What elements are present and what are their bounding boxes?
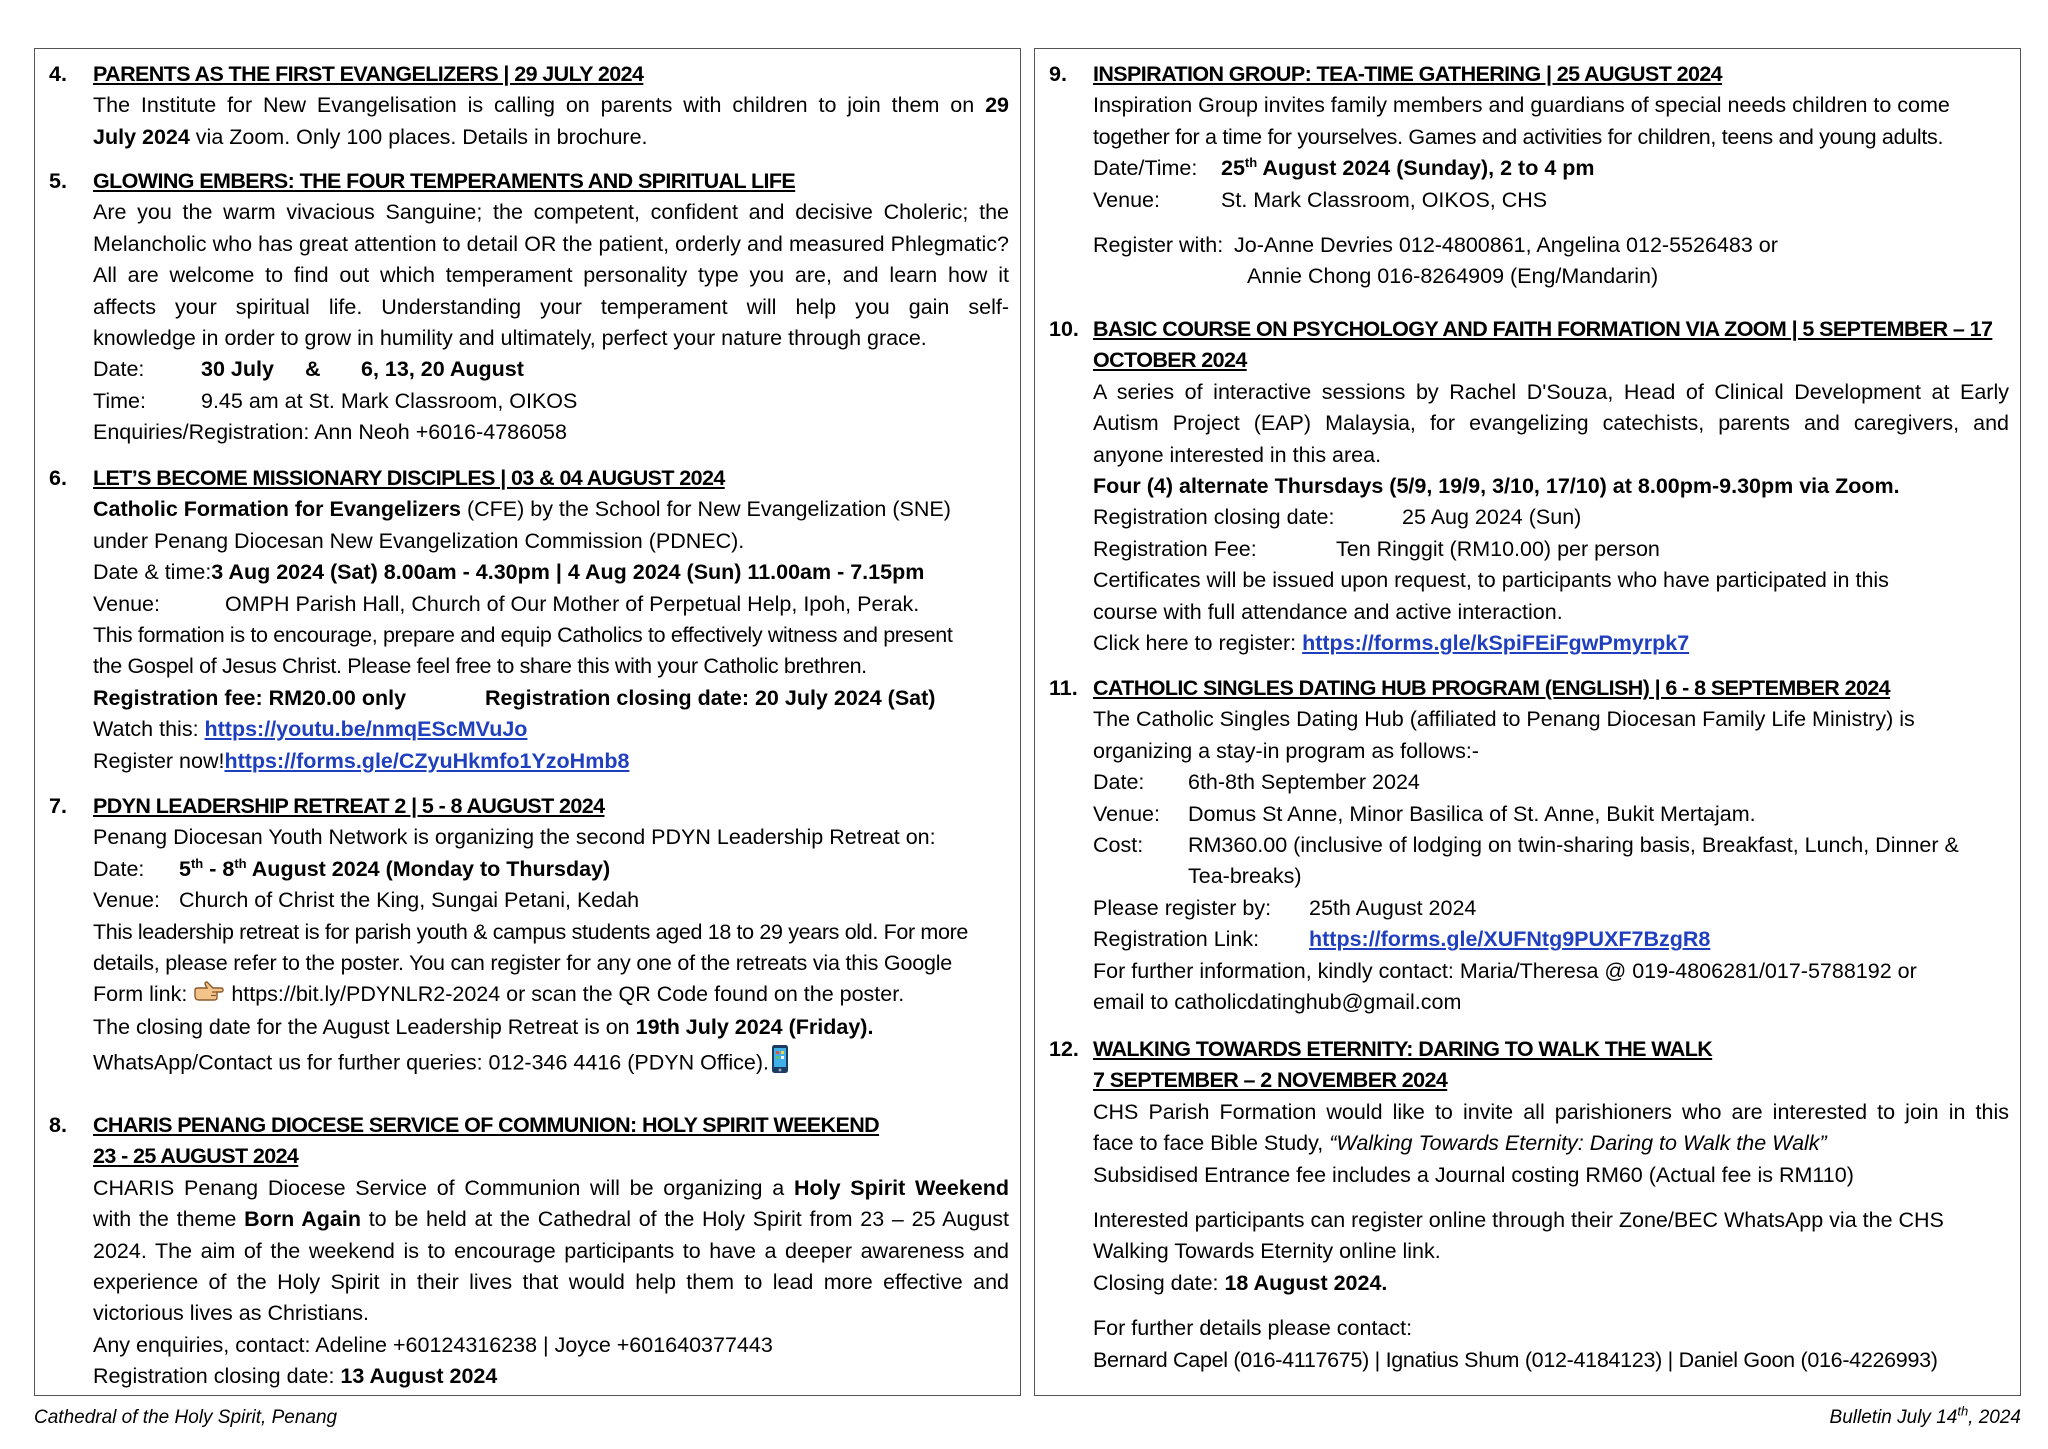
- section-text: For further details please contact:: [1093, 1316, 1413, 1341]
- date-time-line: Date & time:3 Aug 2024 (Sat) 8.00am - 4.30pm | 4 Aug 2024 (Sun) 11.00am - 7.15pm: [93, 560, 925, 585]
- section-number: 8.: [49, 1113, 67, 1137]
- register-line: Annie Chong 016-8264909 (Eng/Mandarin): [1247, 264, 1659, 289]
- section-text: together for a time for yourselves. Games and activities for children, teens and young adults.: [1093, 124, 1944, 149]
- date-line: Date: 6th-8th September 2024: [1093, 770, 1420, 795]
- enquiry-line: Enquiries/Registration: Ann Neoh +6016-4786058: [93, 420, 567, 445]
- section-title: OCTOBER 2024: [1093, 348, 1247, 373]
- register-line: Register with: Jo-Anne Devries 012-4800861, Angelina 012-5526483 or: [1093, 233, 1778, 258]
- section-number: 6.: [49, 466, 67, 490]
- section-text: For further information, kindly contact: Maria/Theresa @ 019-4806281/017-5788192 or: [1093, 958, 1917, 983]
- section-title: BASIC COURSE ON PSYCHOLOGY AND FAITH FORMATION VIA ZOOM | 5 SEPTEMBER – 17: [1093, 317, 1993, 341]
- section-text: Catholic Formation for Evangelizers (CFE) by the School for New Evangelization (SNE): [93, 497, 951, 522]
- date-line: Date: 30 July & 6, 13, 20 August: [93, 357, 524, 382]
- section-11: [1049, 673, 2009, 1018]
- section-text: WhatsApp/Contact us for further queries: 012-346 4416 (PDYN Office).: [93, 1044, 1009, 1077]
- section-text: July 2024 via Zoom. Only 100 places. Details in brochure.: [93, 124, 648, 149]
- section-5: [49, 166, 1009, 449]
- section-number: 5.: [49, 169, 67, 193]
- section-text: course with full attendance and active interaction.: [1093, 599, 1563, 624]
- section-text: Inspiration Group invites family members and guardians of special needs children to come: [1093, 93, 1950, 118]
- section-text: 2024. The aim of the weekend is to encourage participants to have a deeper awareness and: [93, 1238, 1009, 1263]
- section-text: knowledge in order to grow in humility and ultimately, perfect your nature through grace.: [93, 326, 927, 351]
- section-title: LET’S BECOME MISSIONARY DISCIPLES | 03 & 04 AUGUST 2024: [93, 466, 725, 490]
- register-line: Click here to register: https://forms.gle/kSpiFEiFgwPmyrpk7: [1093, 631, 1690, 656]
- section-number: 9.: [1049, 62, 1067, 86]
- section-title: GLOWING EMBERS: THE FOUR TEMPERAMENTS AND SPIRITUAL LIFE: [93, 169, 796, 193]
- section-text: The closing date for the August Leadership Retreat is on 19th July 2024 (Friday).: [93, 1015, 874, 1040]
- section-title: 7 SEPTEMBER – 2 NOVEMBER 2024: [1093, 1068, 1448, 1093]
- contact-line: Bernard Capel (016-4117675) | Ignatius Shum (012-4184123) | Daniel Goon (016-4226993): [1093, 1347, 1938, 1372]
- mobile-phone-icon: [769, 1044, 791, 1083]
- section-text: experience of the Holy Spirit in their lives that would help them to lead more effective and: [93, 1270, 1009, 1295]
- fee-line: Registration fee: RM20.00 only Registration closing date: 20 July 2024 (Sat): [93, 685, 936, 710]
- section-text: Autism Project (EAP) Malaysia, for evangelizing catechists, parents and caregivers, and: [1093, 411, 2009, 436]
- register-by-line: Please register by: 25th August 2024: [1093, 895, 1477, 920]
- section-4: [49, 59, 1009, 153]
- time-line: Time: 9.45 am at St. Mark Classroom, OIKOS: [93, 388, 578, 413]
- section-number: 4.: [49, 62, 67, 86]
- section-text: Form link: https://bit.ly/PDYNLR2-2024 or scan the QR Code found on the poster.: [93, 979, 1009, 1012]
- section-text: Registration closing date: 13 August 2024: [93, 1364, 498, 1389]
- section-text: under Penang Diocesan New Evangelization Commission (PDNEC).: [93, 528, 745, 553]
- section-title: 23 - 25 AUGUST 2024: [93, 1144, 299, 1169]
- date-time-line: Date/Time: 25th August 2024 (Sunday), 2 to 4 pm: [1093, 155, 1595, 181]
- section-number: 11.: [1049, 676, 1078, 700]
- section-number: 12.: [1049, 1037, 1079, 1061]
- section-number: 10.: [1049, 317, 1079, 341]
- section-text: Any enquiries, contact: Adeline +60124316238 | Joyce +601640377443: [93, 1332, 773, 1357]
- section-text: The Catholic Singles Dating Hub (affiliated to Penang Diocesan Family Life Ministry) is: [1093, 707, 1915, 732]
- section-title: INSPIRATION GROUP: TEA-TIME GATHERING | 25 AUGUST 2024: [1093, 62, 1723, 86]
- section-title: PDYN LEADERSHIP RETREAT 2 | 5 - 8 AUGUST 2024: [93, 794, 605, 818]
- cost-line: Cost: RM360.00 (inclusive of lodging on twin-sharing basis, Breakfast, Lunch, Dinner &: [1093, 833, 1959, 858]
- section-text: This leadership retreat is for parish youth & campus students aged 18 to 29 years old. For more: [93, 919, 968, 944]
- section-text: Walking Towards Eternity online link.: [1093, 1239, 1441, 1264]
- venue-line: Venue: OMPH Parish Hall, Church of Our Mother of Perpetual Help, Ipoh, Perak.: [93, 591, 920, 616]
- venue-line: Venue: Domus St Anne, Minor Basilica of St. Anne, Bukit Mertajam.: [1093, 801, 1756, 826]
- pointing-hand-icon: [193, 980, 225, 1011]
- section-7: [49, 791, 1009, 1077]
- section-text: All are welcome to find out which temperament personality type you are, and learn how it: [93, 263, 1009, 288]
- section-text: CHS Parish Formation would like to invite all parishioners who are interested to join in this: [1093, 1099, 2009, 1124]
- section-title: CATHOLIC SINGLES DATING HUB PROGRAM (ENGLISH) | 6 - 8 SEPTEMBER 2024: [1093, 676, 1891, 700]
- venue-line: Venue: St. Mark Classroom, OIKOS, CHS: [1093, 187, 1548, 212]
- section-title: PARENTS AS THE FIRST EVANGELIZERS | 29 JULY 2024: [93, 62, 644, 86]
- schedule-line: Four (4) alternate Thursdays (5/9, 19/9, 3/10, 17/10) at 8.00pm-9.30pm via Zoom.: [1093, 474, 1900, 499]
- section-text: Certificates will be issued upon request, to participants who have participated in this: [1093, 568, 1889, 593]
- section-text: Interested participants can register online through their Zone/BEC WhatsApp via the CHS: [1093, 1208, 1944, 1233]
- section-10: [1049, 314, 2009, 659]
- section-9: [1049, 59, 2009, 293]
- section-text: the Gospel of Jesus Christ. Please feel free to share this with your Catholic brethren.: [93, 654, 867, 679]
- closing-line: Registration closing date: 25 Aug 2024 (Sun): [1093, 505, 1582, 530]
- section-text: anyone interested in this area.: [1093, 442, 1382, 467]
- closing-line: Closing date: 18 August 2024.: [1093, 1270, 1388, 1295]
- section-text: email to catholicdatinghub@gmail.com: [1093, 990, 1462, 1015]
- right-column: [1034, 48, 2021, 1396]
- section-text: A series of interactive sessions by Rachel D'Souza, Head of Clinical Development at Early: [1093, 379, 2009, 404]
- section-text: This formation is to encourage, prepare and equip Catholics to effectively witness and present: [93, 623, 953, 648]
- section-text: victorious lives as Christians.: [93, 1301, 370, 1326]
- footer-left: Cathedral of the Holy Spirit, Penang: [34, 1407, 338, 1428]
- date-line: Date: 5th - 8th August 2024 (Monday to Thursday): [93, 855, 611, 881]
- section-text: The Institute for New Evangelisation is calling on parents with children to join them on 29: [93, 93, 1009, 118]
- footer-right: Bulletin July 14th, 2024: [1829, 1403, 2021, 1428]
- youtube-link[interactable]: https://youtu.be/nmqEScMVuJo: [204, 717, 528, 742]
- section-text: Melancholic who has great attention to detail OR the patient, orderly and measured Phlegmatic?: [93, 231, 1009, 256]
- register-link-line: Registration Link: https://forms.gle/XUFNtg9PUXF7BzgR8: [1093, 927, 1711, 952]
- register-line: Register now!https://forms.gle/CZyuHkmfo1YzoHmb8: [93, 748, 630, 773]
- section-text: Subsidised Entrance fee includes a Journal costing RM60 (Actual fee is RM110): [1093, 1162, 1854, 1187]
- left-column: [34, 48, 1021, 1396]
- section-title: CHARIS PENANG DIOCESE SERVICE OF COMMUNION: HOLY SPIRIT WEEKEND: [93, 1113, 880, 1137]
- register-link[interactable]: https://forms.gle/XUFNtg9PUXF7BzgR8: [1309, 927, 1711, 952]
- section-number: 7.: [49, 794, 67, 818]
- cost-line: Tea-breaks): [1188, 864, 1302, 889]
- section-text: with the theme Born Again to be held at the Cathedral of the Holy Spirit from 23 – 25 August: [93, 1207, 1010, 1232]
- section-12: [1049, 1034, 2009, 1376]
- venue-line: Venue: Church of Christ the King, Sungai Petani, Kedah: [93, 888, 640, 913]
- section-title: WALKING TOWARDS ETERNITY: DARING TO WALK THE WALK: [1093, 1037, 1713, 1061]
- section-text: Are you the warm vivacious Sanguine; the competent, confident and decisive Choleric; the: [93, 200, 1009, 225]
- section-text: organizing a stay-in program as follows:-: [1093, 738, 1479, 763]
- section-text: face to face Bible Study, “Walking Towards Eternity: Daring to Walk the Walk”: [1093, 1131, 1827, 1156]
- section-text: Penang Diocesan Youth Network is organizing the second PDYN Leadership Retreat on:: [93, 825, 936, 850]
- section-6: [49, 463, 1009, 777]
- section-text: affects your spiritual life. Understanding your temperament will help you gain self-: [93, 294, 1009, 319]
- register-link[interactable]: https://forms.gle/kSpiFEiFgwPmyrpk7: [1302, 631, 1690, 656]
- section-8: [49, 1110, 1010, 1393]
- watch-line: Watch this: https://youtu.be/nmqEScMVuJo: [93, 717, 528, 742]
- section-text: details, please refer to the poster. You can register for any one of the retreats via this Google: [93, 951, 953, 976]
- section-text: CHARIS Penang Diocese Service of Communion will be organizing a Holy Spirit Weekend: [93, 1175, 1009, 1200]
- register-link[interactable]: https://forms.gle/CZyuHkmfo1YzoHmb8: [224, 748, 630, 773]
- fee-line: Registration Fee: Ten Ringgit (RM10.00) per person: [1093, 536, 1660, 561]
